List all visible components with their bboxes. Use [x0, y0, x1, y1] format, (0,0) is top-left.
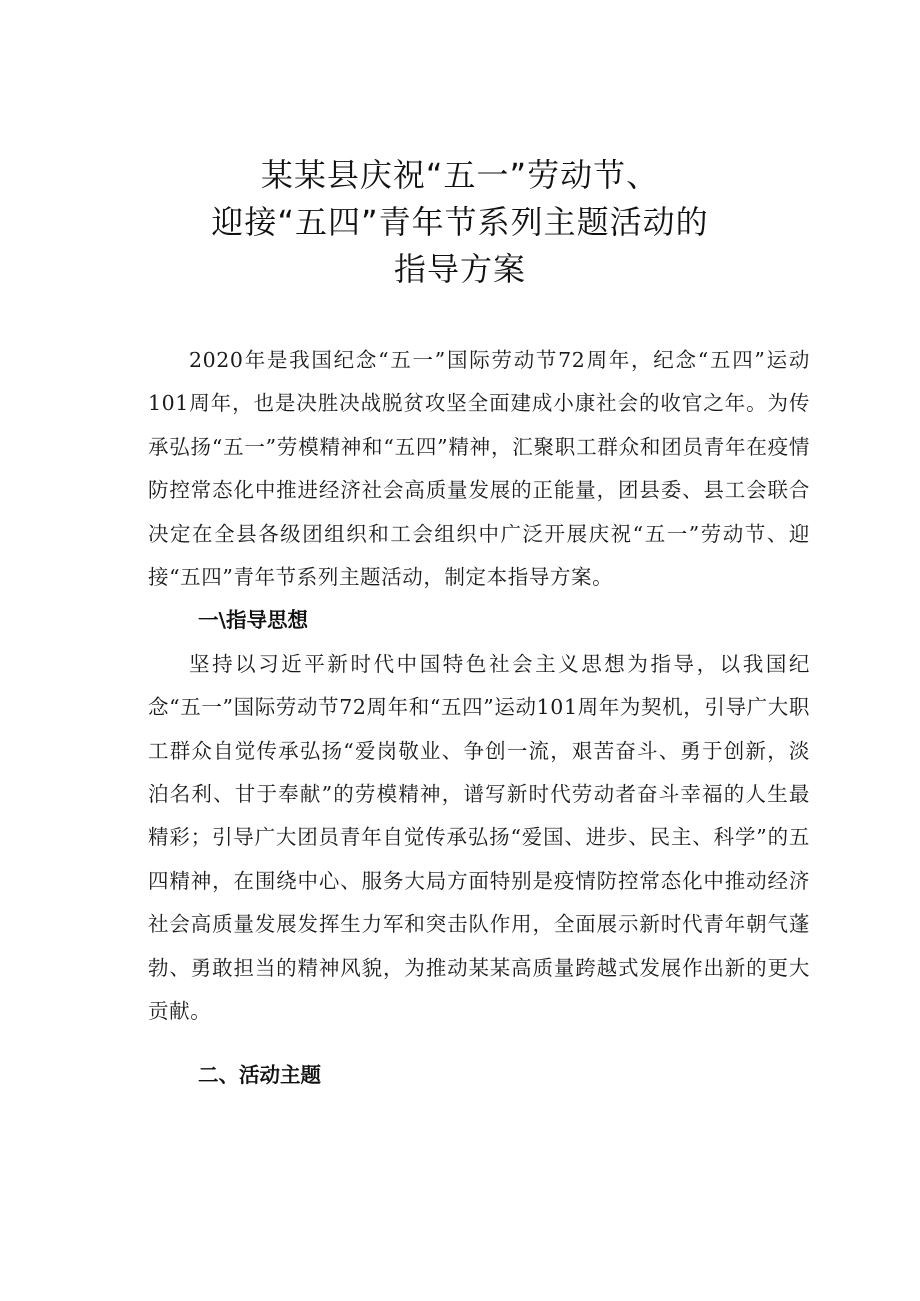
guiding-ideology-paragraph: 坚持以习近平新时代中国特色社会主义思想为指导，以我国纪念“五一”国际劳动节72周年和“五四”运动101周年为契机，引导广大职工群众自觉传承弘扬“爱岗敬业、争创一流，艰苦奋斗、勇于创新，淡泊名利、甘于奉献”的劳模精神，谱写新时代劳动者奋斗幸福的人生最精彩；引导广大团员青年自觉传承弘扬“爱国、进步、民主、科学”的五四精神，在围绕中心、服务大局方面特别是疫情防控常态化中推动经济社会高质量发展发挥生力军和突击队作用，全面展示新时代青年朝气蓬勃、勇敢担当的精神风貌，为推动某某高质量跨越式发展作出新的更大贡献。: [148, 651, 810, 1024]
title-line-2: 迎接“五四”青年节系列主题活动的: [211, 203, 709, 241]
intro-paragraph: 2020年是我国纪念“五一”国际劳动节72周年，纪念“五四”运动101周年，也是决胜决战脱贫攻坚全面建成小康社会的收官之年。为传承弘扬“五一”劳模精神和“五四”精神，汇聚职工群众和团员青年在疫情防控常态化中推进经济社会高质量发展的正能量，团县委、县工会联合决定在全县各级团组织和工会组织中广泛开展庆祝“五一”劳动节、迎接“五四”青年节系列主题活动，制定本指导方案。: [148, 348, 810, 590]
section-heading-guiding-ideology: 一\指导思想: [198, 608, 308, 633]
document-body: [148, 339, 810, 1097]
section-heading-activity-theme: 二、活动主题: [198, 1062, 321, 1087]
title-line-1: 某某县庆祝“五一”劳动节、: [260, 156, 660, 194]
title-line-3: 指导方案: [393, 250, 526, 288]
document-title: [0, 152, 920, 293]
